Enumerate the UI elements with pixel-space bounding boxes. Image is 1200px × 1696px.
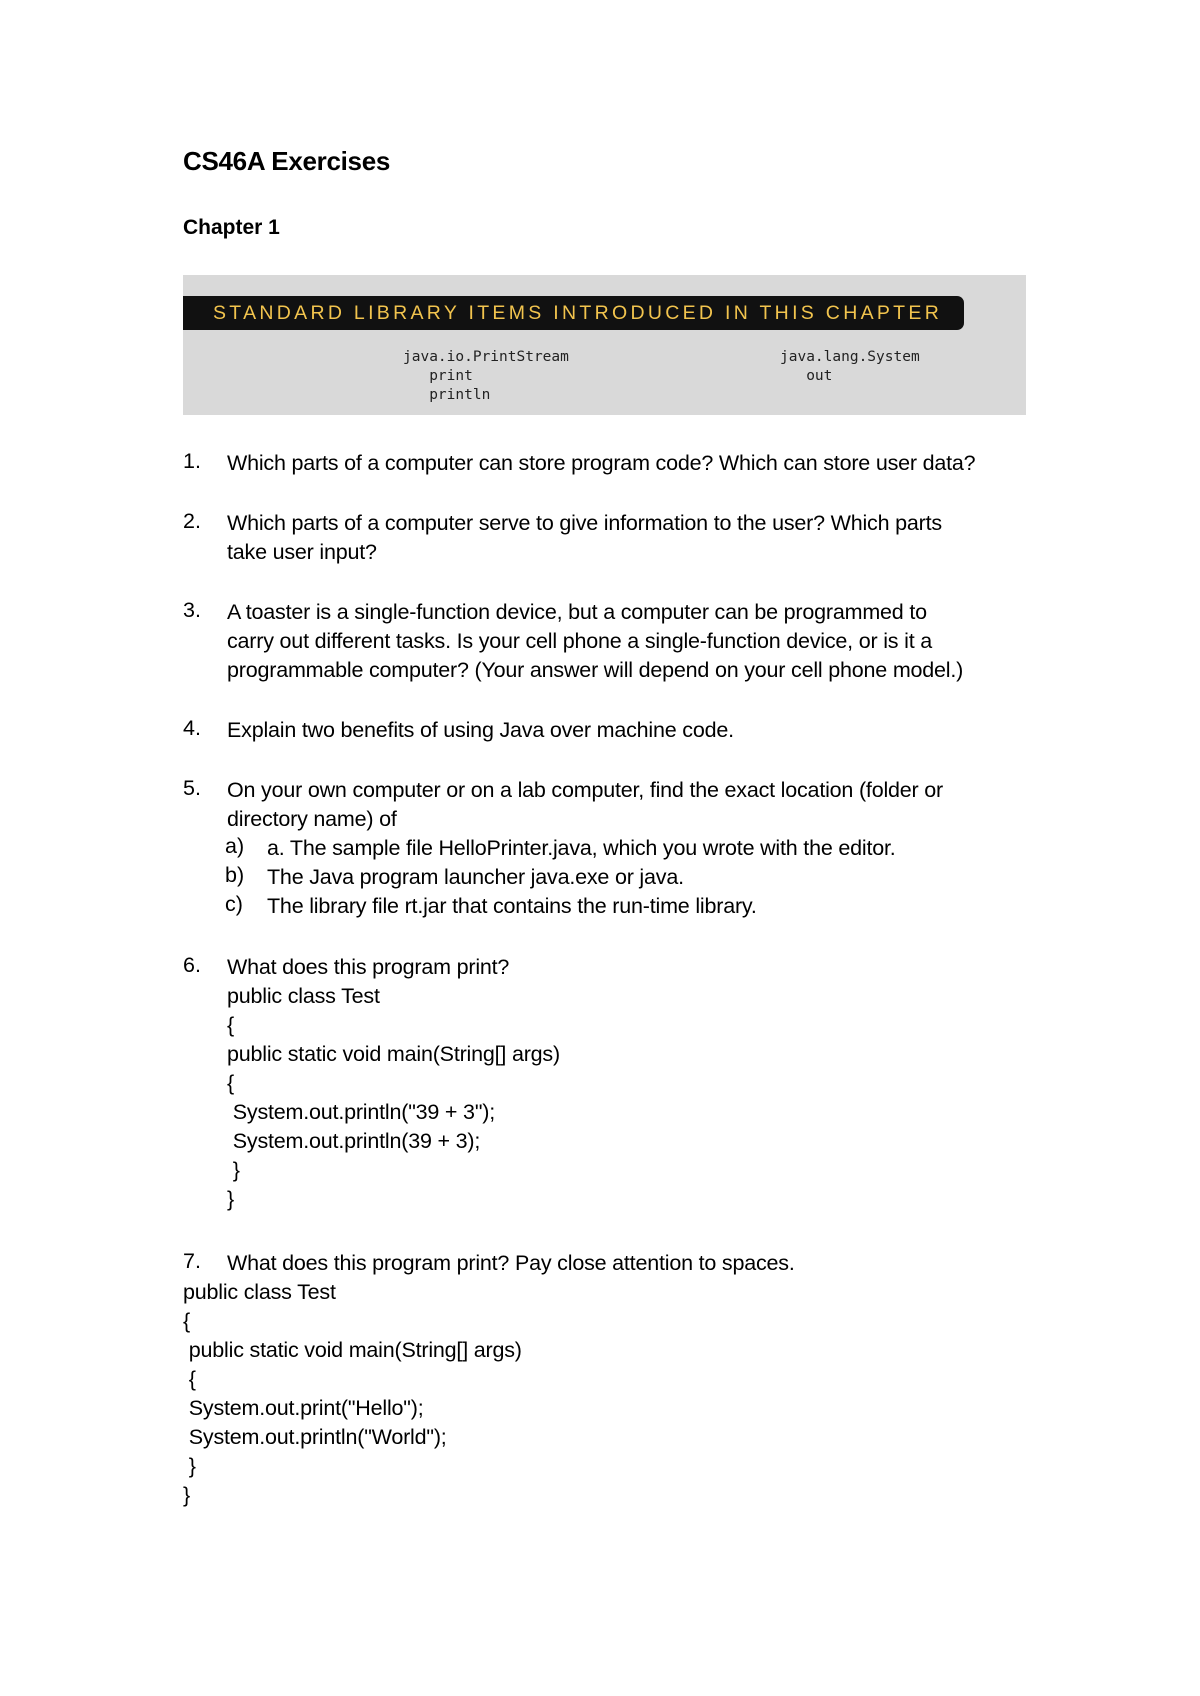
question-text: A toaster is a single-function device, but a computer can be programmed to [227,600,927,624]
question-text: take user input? [227,540,377,564]
subitem-text: The library file rt.jar that contains the run-time library. [267,894,757,918]
question-text: carry out different tasks. Is your cell phone a single-function device, or is it a [227,629,933,653]
question-text: programmable computer? (Your answer will depend on your cell phone model.) [227,658,964,682]
code-line: public static void main(String[] args) [227,1042,560,1066]
question-text: Explain two benefits of using Java over machine code. [227,718,734,742]
code-line: } [227,1187,234,1211]
code-line: System.out.println(39 + 3); [227,1129,481,1153]
question-text: Which parts of a computer can store program code? Which can store user data? [227,451,976,475]
question-number: 1. [183,449,201,473]
library-item: println [403,387,491,403]
library-item: print [403,368,473,384]
question-number: 4. [183,716,201,740]
code-line: public class Test [227,984,380,1008]
subitem-text: a. The sample file HelloPrinter.java, which you wrote with the editor. [267,836,896,860]
code-line: { [183,1367,196,1391]
code-line: } [183,1483,190,1507]
code-line: System.out.print("Hello"); [183,1396,424,1420]
question-number: 7. [183,1249,201,1273]
code-line: } [227,1158,240,1182]
code-line: System.out.println("World"); [183,1425,447,1449]
library-item: java.lang.System [780,349,920,365]
library-banner: STANDARD LIBRARY ITEMS INTRODUCED IN THIS CHAPTER [183,296,964,330]
question-number: 5. [183,776,201,800]
code-line: { [227,1013,234,1037]
question-text: Which parts of a computer serve to give information to the user? Which parts [227,511,942,535]
subitem-text: The Java program launcher java.exe or java. [267,865,684,889]
question-text: On your own computer or on a lab computer, find the exact location (folder or [227,778,943,802]
code-line: public class Test [183,1280,336,1304]
code-line: { [183,1309,190,1333]
document-title: CS46A Exercises [183,146,391,176]
question-number: 6. [183,953,201,977]
library-item: out [780,368,833,384]
code-line: System.out.println("39 + 3"); [227,1100,495,1124]
library-item: java.io.PrintStream [403,349,569,365]
question-text: directory name) of [227,807,397,831]
code-line: } [183,1454,196,1478]
question-number: 3. [183,598,201,622]
code-line: { [227,1071,234,1095]
question-text: What does this program print? Pay close attention to spaces. [227,1251,795,1275]
subitem-label: a) [225,834,245,858]
question-number: 2. [183,509,201,533]
question-text: What does this program print? [227,955,510,979]
code-line: public static void main(String[] args) [183,1338,522,1362]
subitem-label: c) [225,892,243,916]
subitem-label: b) [225,863,245,887]
library-items-box [183,275,1026,415]
chapter-heading: Chapter 1 [183,216,280,239]
